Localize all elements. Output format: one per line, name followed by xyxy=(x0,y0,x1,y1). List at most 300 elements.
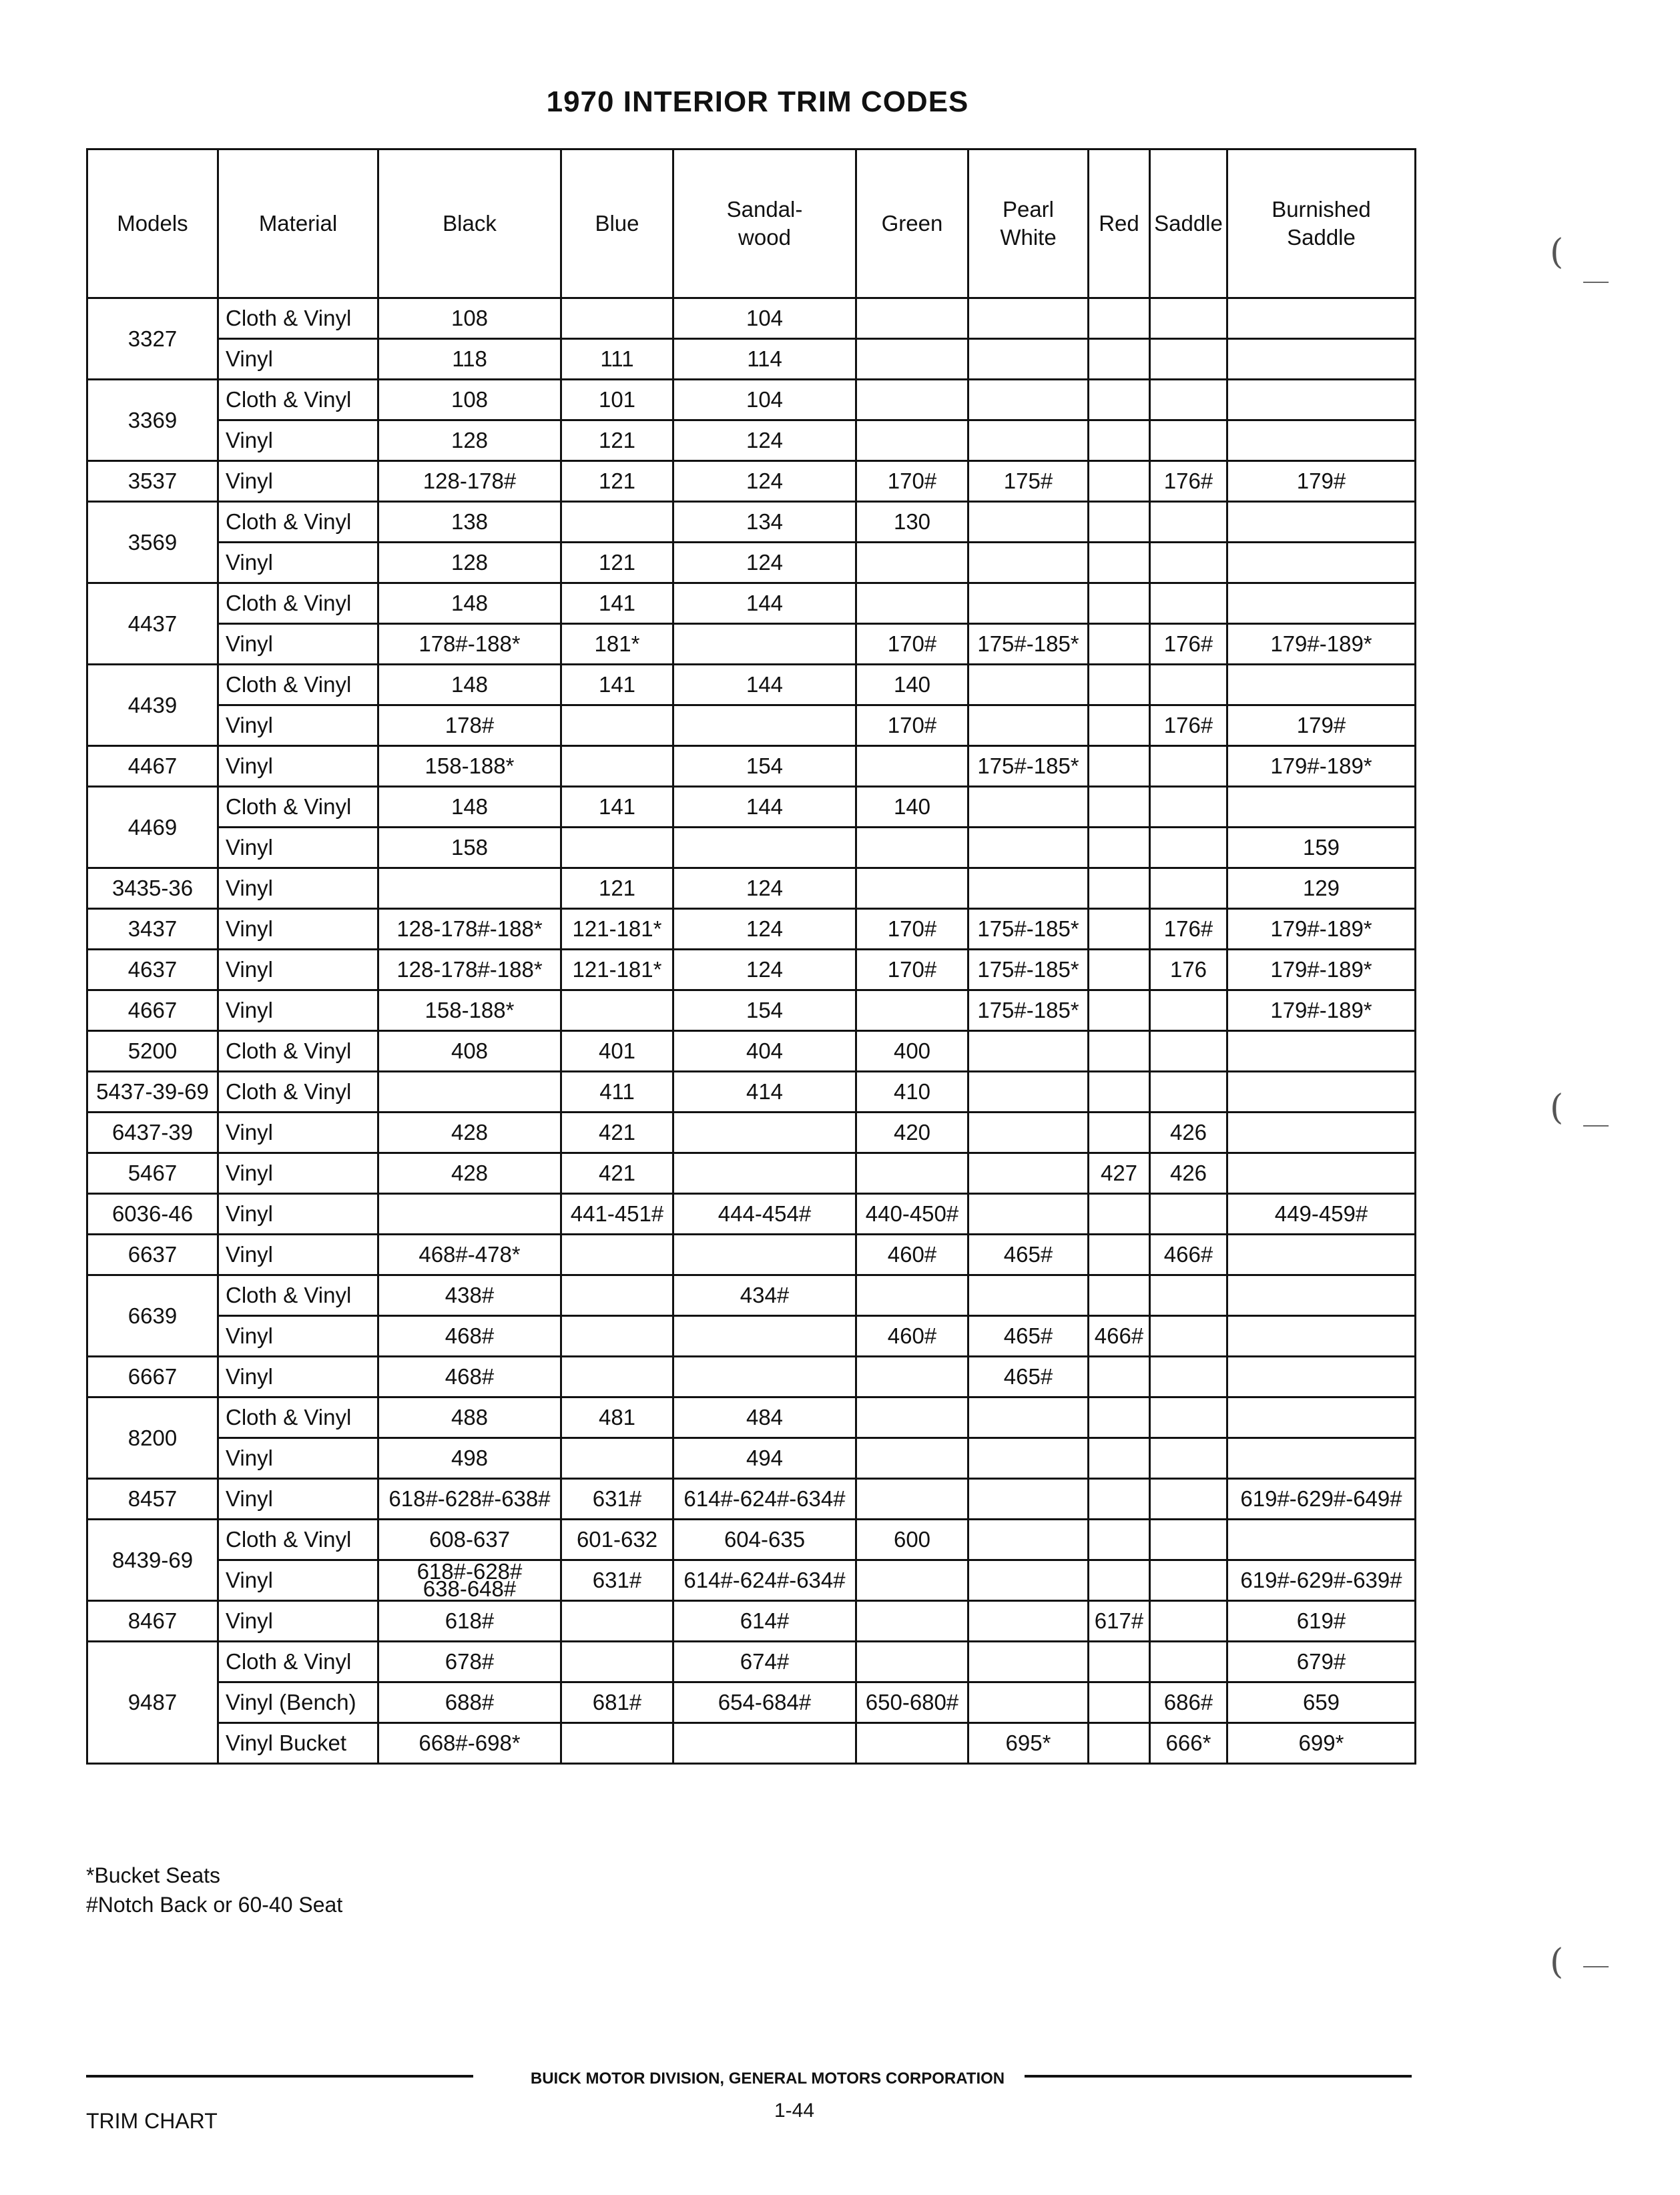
table-row xyxy=(87,787,1416,828)
table-row xyxy=(87,380,1416,420)
trim-code-cell-green xyxy=(856,583,968,624)
trim-code-cell-saddle xyxy=(1150,1438,1227,1479)
trim-code-cell-blue: 141 xyxy=(561,583,673,624)
model-cell: 6639 xyxy=(87,1275,218,1357)
trim-code-cell-sandalwood: 614#-624#-634# xyxy=(673,1479,856,1520)
trim-code-cell-green xyxy=(856,543,968,583)
trim-code-cell-sandalwood: 604-635 xyxy=(673,1520,856,1560)
trim-code-cell-pearl-white xyxy=(968,1560,1089,1601)
header-saddle: Saddle xyxy=(1150,149,1227,298)
trim-code-cell-green: 130 xyxy=(856,502,968,543)
trim-code-cell-pearl-white xyxy=(968,705,1089,746)
trim-code-cell-red xyxy=(1089,746,1150,787)
trim-code-cell-red xyxy=(1089,868,1150,909)
trim-code-cell-burnished-saddle xyxy=(1227,420,1416,461)
table-row xyxy=(87,1153,1416,1194)
binder-hole-mark-middle: ( xyxy=(1550,1088,1564,1128)
trim-code-cell-saddle xyxy=(1150,298,1227,339)
trim-code-cell-red xyxy=(1089,665,1150,705)
model-cell: 4667 xyxy=(87,990,218,1031)
trim-code-cell-pearl-white xyxy=(968,1113,1089,1153)
table-row xyxy=(87,502,1416,543)
header-models: Models xyxy=(87,149,218,298)
header-green: Green xyxy=(856,149,968,298)
trim-code-cell-black: 148 xyxy=(378,665,561,705)
trim-code-cell-red xyxy=(1089,1357,1150,1397)
trim-code-cell-pearl-white xyxy=(968,1438,1089,1479)
binder-hole-dash-middle xyxy=(1583,1125,1609,1127)
trim-code-cell-blue: 121 xyxy=(561,420,673,461)
trim-code-cell-black: 108 xyxy=(378,380,561,420)
table-row xyxy=(87,1642,1416,1682)
trim-code-cell-sandalwood: 654-684# xyxy=(673,1682,856,1723)
trim-code-cell-burnished-saddle xyxy=(1227,787,1416,828)
trim-code-cell-blue xyxy=(561,1357,673,1397)
trim-code-cell-black: 118 xyxy=(378,339,561,380)
material-cell: Vinyl xyxy=(218,828,378,868)
table-row xyxy=(87,298,1416,339)
trim-code-cell-red xyxy=(1089,1072,1150,1113)
trim-code-cell-saddle: 666* xyxy=(1150,1723,1227,1764)
trim-code-cell-black: 148 xyxy=(378,583,561,624)
footnote-notch-back: #Notch Back or 60-40 Seat xyxy=(86,1893,343,1917)
material-cell: Vinyl xyxy=(218,1153,378,1194)
trim-code-cell-blue: 101 xyxy=(561,380,673,420)
trim-code-cell-saddle: 466# xyxy=(1150,1235,1227,1275)
trim-code-cell-green: 170# xyxy=(856,705,968,746)
trim-code-cell-black: 128-178#-188* xyxy=(378,909,561,950)
trim-code-cell-burnished-saddle xyxy=(1227,339,1416,380)
trim-code-cell-blue xyxy=(561,1235,673,1275)
trim-code-cell-black: 158 xyxy=(378,828,561,868)
trim-code-cell-pearl-white xyxy=(968,1275,1089,1316)
header-pearl-white: Pearl White xyxy=(968,149,1089,298)
model-cell: 3369 xyxy=(87,380,218,461)
model-cell: 8467 xyxy=(87,1601,218,1642)
trim-code-cell-pearl-white xyxy=(968,787,1089,828)
trim-code-cell-saddle xyxy=(1150,1642,1227,1682)
trim-code-cell-green: 440-450# xyxy=(856,1194,968,1235)
trim-code-cell-red xyxy=(1089,461,1150,502)
trim-code-cell-saddle xyxy=(1150,868,1227,909)
trim-code-cell-saddle xyxy=(1150,990,1227,1031)
trim-code-cell-saddle: 426 xyxy=(1150,1153,1227,1194)
material-cell: Vinyl xyxy=(218,990,378,1031)
table-row xyxy=(87,909,1416,950)
trim-code-cell-red xyxy=(1089,420,1150,461)
trim-code-cell-burnished-saddle xyxy=(1227,1072,1416,1113)
trim-code-cell-pearl-white xyxy=(968,1682,1089,1723)
trim-code-cell-blue xyxy=(561,1316,673,1357)
trim-code-cell-burnished-saddle xyxy=(1227,1520,1416,1560)
trim-code-cell-saddle xyxy=(1150,1275,1227,1316)
trim-code-cell-black: 158-188* xyxy=(378,746,561,787)
trim-code-cell-pearl-white xyxy=(968,1194,1089,1235)
model-cell: 5467 xyxy=(87,1153,218,1194)
trim-code-cell-blue xyxy=(561,746,673,787)
trim-code-cell-green: 400 xyxy=(856,1031,968,1072)
trim-code-cell-pearl-white xyxy=(968,1031,1089,1072)
trim-code-cell-pearl-white xyxy=(968,1072,1089,1113)
trim-code-cell-burnished-saddle xyxy=(1227,583,1416,624)
trim-code-cell-sandalwood: 444-454# xyxy=(673,1194,856,1235)
trim-code-cell-pearl-white xyxy=(968,1601,1089,1642)
material-cell: Cloth & Vinyl xyxy=(218,298,378,339)
binder-hole-mark-top: ( xyxy=(1550,232,1564,272)
trim-code-cell-burnished-saddle: 179#-189* xyxy=(1227,746,1416,787)
header-blue: Blue xyxy=(561,149,673,298)
trim-code-cell-saddle xyxy=(1150,1194,1227,1235)
trim-code-cell-blue xyxy=(561,1275,673,1316)
material-cell: Vinyl xyxy=(218,339,378,380)
material-cell: Vinyl xyxy=(218,543,378,583)
material-cell: Vinyl xyxy=(218,420,378,461)
trim-code-cell-burnished-saddle xyxy=(1227,665,1416,705)
trim-code-cell-saddle xyxy=(1150,502,1227,543)
trim-code-cell-sandalwood: 114 xyxy=(673,339,856,380)
trim-code-cell-pearl-white xyxy=(968,1642,1089,1682)
model-cell: 4467 xyxy=(87,746,218,787)
trim-code-cell-red xyxy=(1089,624,1150,665)
material-cell: Vinyl xyxy=(218,950,378,990)
table-body xyxy=(87,298,1416,1764)
table-row xyxy=(87,543,1416,583)
trim-code-cell-pearl-white: 175#-185* xyxy=(968,624,1089,665)
trim-code-cell-saddle xyxy=(1150,746,1227,787)
trim-code-cell-green: 650-680# xyxy=(856,1682,968,1723)
table-row xyxy=(87,665,1416,705)
trim-code-cell-green xyxy=(856,1479,968,1520)
material-cell: Vinyl xyxy=(218,1438,378,1479)
trim-code-cell-green: 460# xyxy=(856,1316,968,1357)
trim-code-cell-black: 428 xyxy=(378,1153,561,1194)
trim-code-cell-blue xyxy=(561,1723,673,1764)
material-cell: Cloth & Vinyl xyxy=(218,1397,378,1438)
material-cell: Vinyl xyxy=(218,1601,378,1642)
table-row xyxy=(87,1113,1416,1153)
trim-code-cell-burnished-saddle xyxy=(1227,502,1416,543)
table-row xyxy=(87,1438,1416,1479)
trim-code-cell-black: 618# xyxy=(378,1601,561,1642)
trim-code-cell-blue: 141 xyxy=(561,665,673,705)
trim-code-cell-burnished-saddle xyxy=(1227,1357,1416,1397)
trim-code-cell-green xyxy=(856,1357,968,1397)
model-cell: 3327 xyxy=(87,298,218,380)
trim-code-cell-burnished-saddle xyxy=(1227,1316,1416,1357)
binder-hole-dash-bottom xyxy=(1583,1966,1609,1967)
trim-code-cell-black: 128 xyxy=(378,543,561,583)
trim-code-cell-sandalwood: 124 xyxy=(673,909,856,950)
trim-code-cell-red xyxy=(1089,1397,1150,1438)
trim-code-cell-pearl-white: 175#-185* xyxy=(968,746,1089,787)
trim-code-cell-green xyxy=(856,746,968,787)
trim-code-cell-pearl-white xyxy=(968,1397,1089,1438)
trim-code-cell-pearl-white: 175#-185* xyxy=(968,909,1089,950)
trim-code-cell-sandalwood xyxy=(673,1723,856,1764)
trim-code-cell-green xyxy=(856,1642,968,1682)
trim-code-cell-blue xyxy=(561,828,673,868)
trim-code-cell-burnished-saddle: 659 xyxy=(1227,1682,1416,1723)
table-row xyxy=(87,868,1416,909)
trim-code-cell-burnished-saddle: 449-459# xyxy=(1227,1194,1416,1235)
table-row xyxy=(87,1194,1416,1235)
model-cell: 6667 xyxy=(87,1357,218,1397)
trim-code-cell-red xyxy=(1089,1479,1150,1520)
material-cell: Vinyl xyxy=(218,461,378,502)
trim-code-cell-sandalwood: 124 xyxy=(673,950,856,990)
trim-code-cell-saddle xyxy=(1150,1316,1227,1357)
trim-code-cell-green: 140 xyxy=(856,787,968,828)
trim-code-cell-sandalwood: 414 xyxy=(673,1072,856,1113)
material-cell: Vinyl xyxy=(218,746,378,787)
trim-code-cell-blue: 181* xyxy=(561,624,673,665)
trim-code-cell-sandalwood: 484 xyxy=(673,1397,856,1438)
material-cell: Vinyl xyxy=(218,1560,378,1601)
table-row xyxy=(87,1560,1416,1601)
trim-code-cell-sandalwood xyxy=(673,624,856,665)
trim-code-cell-blue: 441-451# xyxy=(561,1194,673,1235)
trim-code-cell-green: 170# xyxy=(856,624,968,665)
trim-code-cell-burnished-saddle: 179#-189* xyxy=(1227,624,1416,665)
trim-code-cell-burnished-saddle xyxy=(1227,1275,1416,1316)
trim-code-cell-blue: 681# xyxy=(561,1682,673,1723)
trim-code-cell-burnished-saddle: 619#-629#-639# xyxy=(1227,1560,1416,1601)
table-row xyxy=(87,1072,1416,1113)
model-cell: 9487 xyxy=(87,1642,218,1764)
material-cell: Cloth & Vinyl xyxy=(218,1520,378,1560)
table-row xyxy=(87,1479,1416,1520)
trim-code-cell-red xyxy=(1089,787,1150,828)
trim-code-cell-pearl-white xyxy=(968,665,1089,705)
table-row xyxy=(87,1520,1416,1560)
footer-corporation: BUICK MOTOR DIVISION, GENERAL MOTORS CORPORATION xyxy=(530,2070,1005,2088)
model-cell: 5200 xyxy=(87,1031,218,1072)
trim-code-cell-black xyxy=(378,868,561,909)
trim-code-cell-pearl-white xyxy=(968,828,1089,868)
table-row xyxy=(87,1316,1416,1357)
header-sandalwood: Sandal- wood xyxy=(673,149,856,298)
model-cell: 4469 xyxy=(87,787,218,868)
trim-code-cell-blue: 631# xyxy=(561,1560,673,1601)
model-cell: 3437 xyxy=(87,909,218,950)
trim-code-cell-blue: 421 xyxy=(561,1153,673,1194)
model-cell: 3569 xyxy=(87,502,218,583)
trim-code-cell-green: 170# xyxy=(856,909,968,950)
header-burnished-saddle: Burnished Saddle xyxy=(1227,149,1416,298)
trim-code-cell-green xyxy=(856,1601,968,1642)
trim-code-cell-green xyxy=(856,1153,968,1194)
trim-code-cell-saddle xyxy=(1150,1520,1227,1560)
trim-code-cell-blue: 111 xyxy=(561,339,673,380)
trim-code-cell-saddle: 176# xyxy=(1150,909,1227,950)
trim-code-cell-blue: 401 xyxy=(561,1031,673,1072)
page-title: 1970 INTERIOR TRIM CODES xyxy=(546,85,969,118)
trim-code-cell-saddle xyxy=(1150,1357,1227,1397)
trim-code-cell-burnished-saddle xyxy=(1227,1235,1416,1275)
material-cell: Cloth & Vinyl xyxy=(218,502,378,543)
trim-code-cell-saddle xyxy=(1150,828,1227,868)
trim-code-cell-green xyxy=(856,1397,968,1438)
trim-code-cell-burnished-saddle xyxy=(1227,543,1416,583)
trim-code-cell-green: 140 xyxy=(856,665,968,705)
trim-code-cell-sandalwood: 124 xyxy=(673,543,856,583)
trim-code-cell-saddle xyxy=(1150,420,1227,461)
trim-code-cell-black: 688# xyxy=(378,1682,561,1723)
trim-code-cell-blue: 121 xyxy=(561,543,673,583)
material-cell: Vinyl xyxy=(218,868,378,909)
footnote-bucket-seats: *Bucket Seats xyxy=(86,1863,220,1887)
trim-code-cell-red xyxy=(1089,1438,1150,1479)
trim-code-cell-black: 148 xyxy=(378,787,561,828)
trim-code-cell-blue xyxy=(561,298,673,339)
table-row xyxy=(87,1601,1416,1642)
trim-code-cell-red: 617# xyxy=(1089,1601,1150,1642)
trim-code-cell-pearl-white xyxy=(968,420,1089,461)
trim-code-cell-black: 408 xyxy=(378,1031,561,1072)
trim-code-cell-red xyxy=(1089,1031,1150,1072)
trim-code-cell-saddle xyxy=(1150,583,1227,624)
trim-code-cell-saddle xyxy=(1150,339,1227,380)
trim-code-cell-sandalwood: 104 xyxy=(673,380,856,420)
trim-code-cell-black: 488 xyxy=(378,1397,561,1438)
trim-code-cell-saddle xyxy=(1150,665,1227,705)
trim-code-cell-black: 128-178# xyxy=(378,461,561,502)
trim-code-cell-saddle: 686# xyxy=(1150,1682,1227,1723)
trim-code-cell-green: 460# xyxy=(856,1235,968,1275)
trim-code-cell-sandalwood: 144 xyxy=(673,787,856,828)
trim-code-cell-red xyxy=(1089,502,1150,543)
table-row xyxy=(87,339,1416,380)
trim-code-cell-pearl-white xyxy=(968,298,1089,339)
trim-code-cell-saddle xyxy=(1150,1031,1227,1072)
trim-code-cell-pearl-white xyxy=(968,583,1089,624)
table-row xyxy=(87,746,1416,787)
table-header-row xyxy=(87,149,1416,298)
material-cell: Cloth & Vinyl xyxy=(218,1642,378,1682)
trim-code-cell-green xyxy=(856,828,968,868)
model-cell: 5437-39-69 xyxy=(87,1072,218,1113)
trim-code-cell-pearl-white xyxy=(968,1520,1089,1560)
model-cell: 3537 xyxy=(87,461,218,502)
footer-rule-left xyxy=(86,2075,473,2078)
model-cell: 6637 xyxy=(87,1235,218,1275)
trim-code-cell-green xyxy=(856,1560,968,1601)
model-cell: 6036-46 xyxy=(87,1194,218,1235)
material-cell: Vinyl xyxy=(218,1316,378,1357)
trim-code-cell-black: 438# xyxy=(378,1275,561,1316)
trim-code-cell-black: 468# xyxy=(378,1316,561,1357)
material-cell: Vinyl (Bench) xyxy=(218,1682,378,1723)
trim-code-cell-black: 108 xyxy=(378,298,561,339)
trim-code-cell-green xyxy=(856,868,968,909)
trim-code-cell-pearl-white: 465# xyxy=(968,1357,1089,1397)
trim-code-cell-green xyxy=(856,990,968,1031)
trim-code-cell-black xyxy=(378,1072,561,1113)
trim-code-cell-sandalwood: 154 xyxy=(673,990,856,1031)
trim-code-cell-black: 618#-628#-638# xyxy=(378,1479,561,1520)
trim-code-cell-red xyxy=(1089,705,1150,746)
trim-code-cell-blue xyxy=(561,502,673,543)
material-cell: Vinyl xyxy=(218,1479,378,1520)
model-cell: 3435-36 xyxy=(87,868,218,909)
material-cell: Cloth & Vinyl xyxy=(218,1275,378,1316)
trim-code-cell-blue xyxy=(561,990,673,1031)
trim-code-cell-sandalwood xyxy=(673,1113,856,1153)
trim-code-cell-green: 600 xyxy=(856,1520,968,1560)
trim-code-cell-burnished-saddle xyxy=(1227,1031,1416,1072)
trim-code-cell-saddle: 426 xyxy=(1150,1113,1227,1153)
trim-code-cell-red xyxy=(1089,990,1150,1031)
table-row xyxy=(87,1682,1416,1723)
trim-code-cell-blue xyxy=(561,1642,673,1682)
trim-code-cell-saddle xyxy=(1150,1479,1227,1520)
trim-code-cell-black: 178#-188* xyxy=(378,624,561,665)
material-cell: Vinyl xyxy=(218,705,378,746)
header-black: Black xyxy=(378,149,561,298)
trim-code-cell-pearl-white: 175# xyxy=(968,461,1089,502)
trim-code-cell-blue: 601-632 xyxy=(561,1520,673,1560)
material-cell: Vinyl xyxy=(218,909,378,950)
trim-code-cell-red xyxy=(1089,298,1150,339)
trim-code-cell-blue: 411 xyxy=(561,1072,673,1113)
model-cell: 8200 xyxy=(87,1397,218,1479)
trim-code-cell-blue: 481 xyxy=(561,1397,673,1438)
trim-code-cell-pearl-white xyxy=(968,1479,1089,1520)
trim-code-cell-pearl-white: 465# xyxy=(968,1235,1089,1275)
trim-code-cell-sandalwood: 104 xyxy=(673,298,856,339)
table-row xyxy=(87,950,1416,990)
trim-code-cell-saddle xyxy=(1150,1397,1227,1438)
material-cell: Cloth & Vinyl xyxy=(218,380,378,420)
trim-code-cell-black: 678# xyxy=(378,1642,561,1682)
trim-code-cell-blue: 121-181* xyxy=(561,909,673,950)
trim-code-cell-red xyxy=(1089,380,1150,420)
table-row xyxy=(87,624,1416,665)
material-cell: Vinyl xyxy=(218,1235,378,1275)
trim-code-cell-pearl-white xyxy=(968,380,1089,420)
table-row xyxy=(87,828,1416,868)
header-red: Red xyxy=(1089,149,1150,298)
trim-code-cell-saddle xyxy=(1150,1072,1227,1113)
trim-code-cell-green xyxy=(856,1723,968,1764)
trim-code-cell-burnished-saddle xyxy=(1227,380,1416,420)
material-cell: Cloth & Vinyl xyxy=(218,1072,378,1113)
trim-code-cell-sandalwood xyxy=(673,1357,856,1397)
trim-code-cell-black: 128-178#-188* xyxy=(378,950,561,990)
trim-code-cell-burnished-saddle: 699* xyxy=(1227,1723,1416,1764)
table-row xyxy=(87,1235,1416,1275)
trim-code-cell-blue xyxy=(561,705,673,746)
trim-code-cell-sandalwood xyxy=(673,705,856,746)
trim-code-cell-sandalwood: 154 xyxy=(673,746,856,787)
trim-code-cell-sandalwood: 124 xyxy=(673,868,856,909)
trim-code-cell-sandalwood xyxy=(673,1153,856,1194)
trim-code-cell-burnished-saddle: 179#-189* xyxy=(1227,950,1416,990)
trim-code-cell-green: 410 xyxy=(856,1072,968,1113)
trim-code-cell-black: 608-637 xyxy=(378,1520,561,1560)
trim-code-cell-red xyxy=(1089,1723,1150,1764)
material-cell: Vinyl xyxy=(218,1357,378,1397)
trim-code-cell-blue xyxy=(561,1438,673,1479)
trim-code-cell-green xyxy=(856,1275,968,1316)
table-row xyxy=(87,420,1416,461)
trim-code-cell-blue: 121-181* xyxy=(561,950,673,990)
trim-code-cell-pearl-white: 175#-185* xyxy=(968,990,1089,1031)
trim-code-cell-pearl-white: 695* xyxy=(968,1723,1089,1764)
trim-code-cell-black: 498 xyxy=(378,1438,561,1479)
trim-code-cell-sandalwood: 144 xyxy=(673,583,856,624)
trim-code-cell-sandalwood: 144 xyxy=(673,665,856,705)
